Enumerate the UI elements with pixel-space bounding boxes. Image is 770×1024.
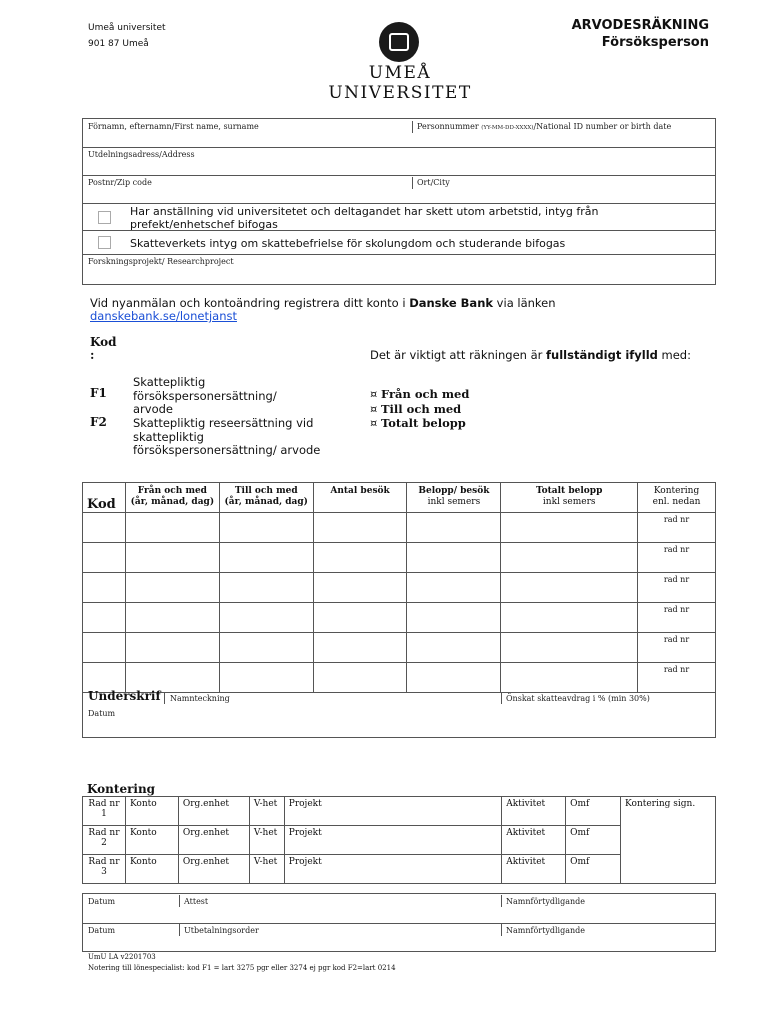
col-kontering: Kontering enl. nedan <box>638 483 716 513</box>
address-line-1: Umeå universitet <box>88 23 166 33</box>
omf-cell[interactable]: Omf <box>566 855 621 884</box>
omf-cell[interactable]: Omf <box>566 797 621 826</box>
document-title <box>520 17 709 51</box>
projekt-cell[interactable]: Projekt <box>284 855 501 884</box>
address-field[interactable]: Utdelningsadress/Address <box>88 150 195 159</box>
table-row[interactable] <box>83 513 716 543</box>
omf-cell[interactable]: Omf <box>566 826 621 855</box>
signature-section <box>82 691 716 738</box>
aktivitet-cell[interactable]: Aktivitet <box>502 855 566 884</box>
city-field[interactable]: Ort/City <box>417 178 450 187</box>
employee-checkbox-row <box>83 204 715 231</box>
aktivitet-cell[interactable]: Aktivitet <box>502 826 566 855</box>
vhet-cell[interactable]: V-het <box>249 797 284 826</box>
kontering-rownum: Rad nr 3 <box>83 855 126 884</box>
doc-title-main: ARVODESRÄKNING <box>571 18 709 33</box>
kontering-heading: Kontering <box>87 782 156 796</box>
col-amount: Belopp/ besök inkl semers <box>407 483 501 513</box>
col-visits: Antal besök <box>313 483 407 513</box>
pnr-suffix: /National ID number or birth date <box>533 122 672 131</box>
employee-checkbox-label: Har anställning vid universitetet och deltagandet har skett utom arbetstid, intyg från prefekt/enhetschef bifogas <box>130 205 599 231</box>
bank-link[interactable]: danskebank.se/lonetjanst <box>90 309 237 323</box>
name-field[interactable]: Förnamn, efternamn/First name, surname <box>88 122 259 131</box>
orgenhet-cell[interactable]: Org.enhet <box>178 797 249 826</box>
registration-pre: Vid nyanmälan och kontoändring registrera ditt konto i <box>90 296 410 310</box>
name-row <box>83 119 715 148</box>
kontering-sign-cell[interactable]: Kontering sign. <box>621 797 716 884</box>
tax-exempt-checkbox[interactable] <box>98 236 111 249</box>
table-row[interactable] <box>83 633 716 663</box>
list-item: ¤ Till och med <box>370 401 462 416</box>
vhet-cell[interactable]: V-het <box>249 855 284 884</box>
table-row[interactable] <box>83 663 716 693</box>
employee-checkbox[interactable] <box>98 211 111 224</box>
row-ref: rad nr <box>638 513 716 543</box>
bullet-icon: ¤ <box>370 401 378 416</box>
form-version: UmU LA v2201703 <box>88 953 156 961</box>
approval-section <box>82 893 716 952</box>
kod-heading-colon: : <box>90 348 95 362</box>
aktivitet-cell[interactable]: Aktivitet <box>502 797 566 826</box>
attest-name-field[interactable]: Namnförtydligande <box>506 897 585 906</box>
university-logo: UMEÅ UNIVERSITET <box>328 63 472 103</box>
zip-field[interactable]: Postnr/Zip code <box>88 178 152 187</box>
row-ref: rad nr <box>638 633 716 663</box>
kod-heading <box>90 336 117 362</box>
important-post: med: <box>657 348 691 362</box>
konto-cell[interactable]: Konto <box>125 826 178 855</box>
zip-city-row <box>83 176 715 204</box>
address-line-2: 901 87 Umeå <box>88 39 149 49</box>
vhet-cell[interactable]: V-het <box>249 826 284 855</box>
payorder-date-field[interactable]: Datum <box>88 926 116 935</box>
pnr-label: Personnummer <box>417 122 479 131</box>
attest-date-field[interactable]: Datum <box>88 897 116 906</box>
projekt-cell[interactable]: Projekt <box>284 797 501 826</box>
tax-deduction-field[interactable]: Önskat skatteavdrag i % (min 30%) <box>506 694 650 703</box>
payorder-name-field[interactable]: Namnförtydligande <box>506 926 585 935</box>
registration-post: via länken <box>493 296 556 310</box>
row-ref: rad nr <box>638 573 716 603</box>
payroll-note: Notering till lönespecialist: kod F1 = lart 3275 pgr eller 3274 ej pgr kod F2=lart 0214 <box>88 964 396 972</box>
doc-title-sub: Försöksperson <box>601 35 709 50</box>
tax-exempt-checkbox-label: Skatteverkets intyg om skattebefrielse för skolungdom och studerande bifogas <box>130 237 566 250</box>
table-row[interactable] <box>83 573 716 603</box>
code-f2: F2 <box>90 415 107 429</box>
pnr-format: (YY-MM-DD-XXXX) <box>481 125 534 131</box>
important-pre: Det är viktigt att räkningen är <box>370 348 547 362</box>
code-f1: F1 <box>90 386 107 400</box>
list-item: ¤ Totalt belopp <box>370 416 466 430</box>
project-field[interactable]: Forskningsprojekt/ Researchproject <box>88 257 234 266</box>
address-row <box>83 148 715 176</box>
table-row[interactable] <box>83 603 716 633</box>
col-to: Till och med (år, månad, dag) <box>219 483 313 513</box>
sender-address <box>88 20 166 52</box>
col-from: Från och med (år, månad, dag) <box>125 483 219 513</box>
person-form <box>82 118 716 285</box>
compensation-table <box>82 482 716 693</box>
signature-field[interactable]: Namnteckning <box>170 694 230 703</box>
signature-date-field[interactable]: Datum <box>88 709 116 718</box>
footer <box>88 952 396 974</box>
row-ref: rad nr <box>638 543 716 573</box>
kontering-rownum: Rad nr 2 <box>83 826 126 855</box>
university-seal-icon <box>379 22 419 62</box>
col-total: Totalt belopp inkl semers <box>501 483 638 513</box>
projekt-cell[interactable]: Projekt <box>284 826 501 855</box>
bullet-icon: ¤ <box>370 416 378 430</box>
kontering-rownum: Rad nr 1 <box>83 797 126 826</box>
orgenhet-cell[interactable]: Org.enhet <box>178 826 249 855</box>
required-fields-list <box>370 387 469 431</box>
kod-heading-text: Kod <box>90 335 117 349</box>
table-header-row <box>83 483 716 513</box>
attest-field[interactable]: Attest <box>184 897 209 906</box>
row-ref: rad nr <box>638 603 716 633</box>
bullet-icon: ¤ <box>370 387 378 401</box>
code-f2-desc: Skattepliktig reseersättning vid skattepliktig försökspersonersättning/ arvode <box>133 416 321 457</box>
code-f1-desc: Skattepliktig försökspersonersättning/ arvode <box>133 375 277 416</box>
col-kod: Kod <box>83 483 126 513</box>
table-row[interactable] <box>83 543 716 573</box>
konto-cell[interactable]: Konto <box>125 855 178 884</box>
tax-exempt-checkbox-row <box>83 231 715 255</box>
table-row <box>83 797 716 826</box>
kontering-table <box>82 796 716 884</box>
konto-cell[interactable]: Konto <box>125 797 178 826</box>
row-ref: rad nr <box>638 663 716 693</box>
pnr-field[interactable] <box>417 122 671 131</box>
payorder-field[interactable]: Utbetalningsorder <box>184 926 259 935</box>
bank-name: Danske Bank <box>409 296 494 310</box>
list-item: ¤ Från och med <box>370 387 470 401</box>
orgenhet-cell[interactable]: Org.enhet <box>178 855 249 884</box>
signature-heading: Underskrif <box>88 689 161 703</box>
important-bold: fullständigt ifylld <box>546 348 658 362</box>
important-note <box>370 349 691 362</box>
